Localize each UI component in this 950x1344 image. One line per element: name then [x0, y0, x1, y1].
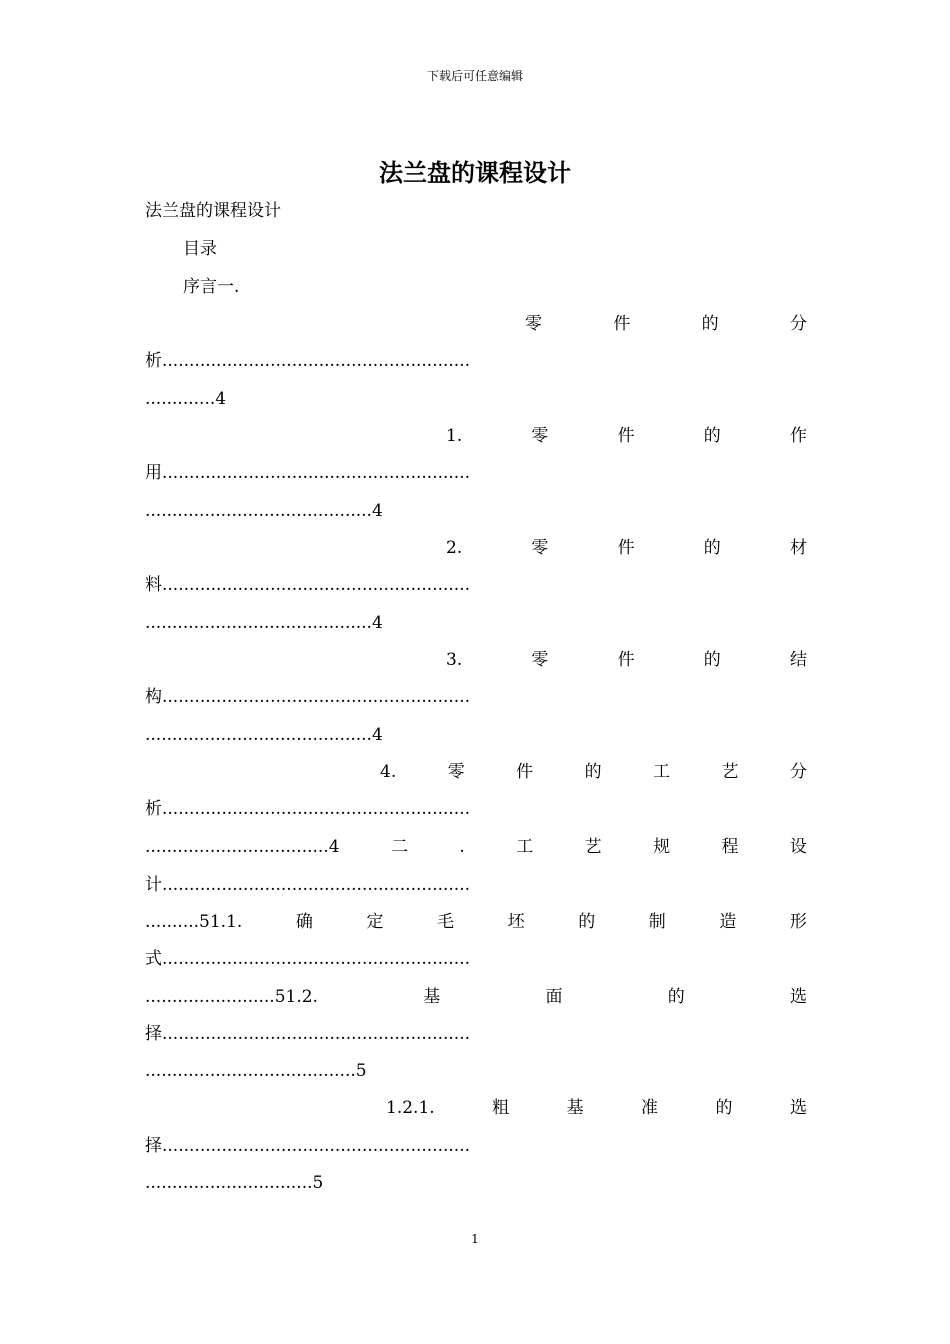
toc-char: 4.: [380, 762, 397, 782]
toc-char: 的: [701, 314, 719, 334]
toc-char: 材: [789, 538, 807, 558]
toc-line-mixed: [145, 985, 807, 1009]
toc-char: 的: [584, 762, 602, 782]
toc-char: 零: [531, 538, 549, 558]
toc-char: 基: [566, 1098, 584, 1118]
toc-line-dots: 料.........................................................: [145, 575, 471, 595]
toc-char: 程: [721, 837, 739, 857]
toc-char: 的: [715, 1098, 733, 1118]
toc-char: 零: [447, 762, 465, 782]
toc-char: 分: [789, 314, 807, 334]
toc-char: 的: [578, 912, 596, 932]
toc-char: 件: [617, 650, 635, 670]
toc-line-dots-page: .......................................5: [145, 1061, 367, 1081]
toc-char: 1.2.1.: [386, 1098, 435, 1118]
toc-line-dots: 择.........................................................: [145, 1024, 471, 1044]
toc-char: 基: [423, 987, 441, 1007]
toc-char: 分: [789, 762, 807, 782]
toc-line-dots: 式.........................................................: [145, 949, 471, 969]
page-number: 1: [471, 1232, 479, 1246]
toc-char: 艺: [584, 837, 602, 857]
toc-char: 作: [789, 426, 807, 446]
toc-line-dots: 构.........................................................: [145, 687, 471, 707]
preface-line: 序言一.: [183, 277, 240, 297]
toc-char: 零: [525, 314, 542, 334]
toc-line-dots: 用.........................................................: [145, 463, 471, 483]
document-subtitle: 法兰盘的课程设计: [145, 201, 281, 221]
toc-char: 选: [789, 987, 807, 1007]
toc-char: 件: [613, 314, 631, 334]
toc-char: 二: [390, 837, 408, 857]
toc-line-dots-page: ..........................................4: [145, 613, 383, 633]
toc-char: 工: [653, 762, 671, 782]
toc-char: 设: [789, 837, 807, 857]
toc-char: 毛: [437, 912, 455, 932]
toc-char: 面: [545, 987, 563, 1007]
toc-line-dots: 择.........................................................: [145, 1136, 471, 1156]
toc-char: 形: [789, 912, 807, 932]
toc-line-title: [446, 536, 807, 560]
toc-char: 结: [789, 650, 807, 670]
toc-char: 的: [667, 987, 685, 1007]
toc-char: 零: [531, 426, 549, 446]
document-title: 法兰盘的课程设计: [379, 159, 571, 187]
toc-char: 工: [516, 837, 534, 857]
toc-char: 零: [531, 650, 549, 670]
toc-char: 规: [653, 837, 671, 857]
toc-char: 件: [516, 762, 534, 782]
toc-char: 件: [617, 426, 635, 446]
toc-line-dots-page: ..........................................4: [145, 725, 383, 745]
toc-char: 的: [703, 538, 721, 558]
toc-line-dots-page: .............4: [145, 389, 227, 409]
toc-line-title: [525, 312, 807, 336]
toc-line-dots: 析.........................................................: [145, 351, 471, 371]
toc-char: 2.: [446, 538, 463, 558]
toc-line-mixed: [145, 910, 807, 934]
toc-char: 制: [648, 912, 666, 932]
toc-line-title: [446, 648, 807, 672]
toc-char: 的: [703, 650, 721, 670]
toc-char: 件: [617, 538, 635, 558]
toc-line-title: [386, 1096, 807, 1120]
toc-char: 选: [789, 1098, 807, 1118]
toc-text: ..................................4: [145, 837, 340, 857]
toc-char: 准: [641, 1098, 659, 1118]
toc-char: 艺: [721, 762, 739, 782]
toc-heading: 目录: [183, 239, 217, 259]
toc-line-dots-page: ...............................5: [145, 1173, 324, 1193]
toc-line-dots: 析.........................................................: [145, 799, 471, 819]
toc-text: ........................51.2.: [145, 987, 318, 1007]
toc-line-dots: 计.........................................................: [145, 875, 471, 895]
toc-char: 的: [703, 426, 721, 446]
toc-line-mixed: [145, 835, 807, 859]
toc-text: ..........51.1.: [145, 912, 243, 932]
header-note: 下载后可任意编辑: [426, 69, 523, 83]
toc-char: 确: [295, 912, 313, 932]
toc-char: 3.: [446, 650, 463, 670]
toc-char: 1.: [446, 426, 463, 446]
toc-line-title: [380, 760, 807, 784]
toc-line-dots-page: ..........................................4: [145, 501, 383, 521]
toc-char: 造: [719, 912, 737, 932]
toc-char: 定: [366, 912, 384, 932]
toc-char: .: [459, 837, 465, 857]
toc-line-title: [446, 424, 807, 448]
toc-char: 坯: [507, 912, 525, 932]
toc-char: 粗: [492, 1098, 510, 1118]
